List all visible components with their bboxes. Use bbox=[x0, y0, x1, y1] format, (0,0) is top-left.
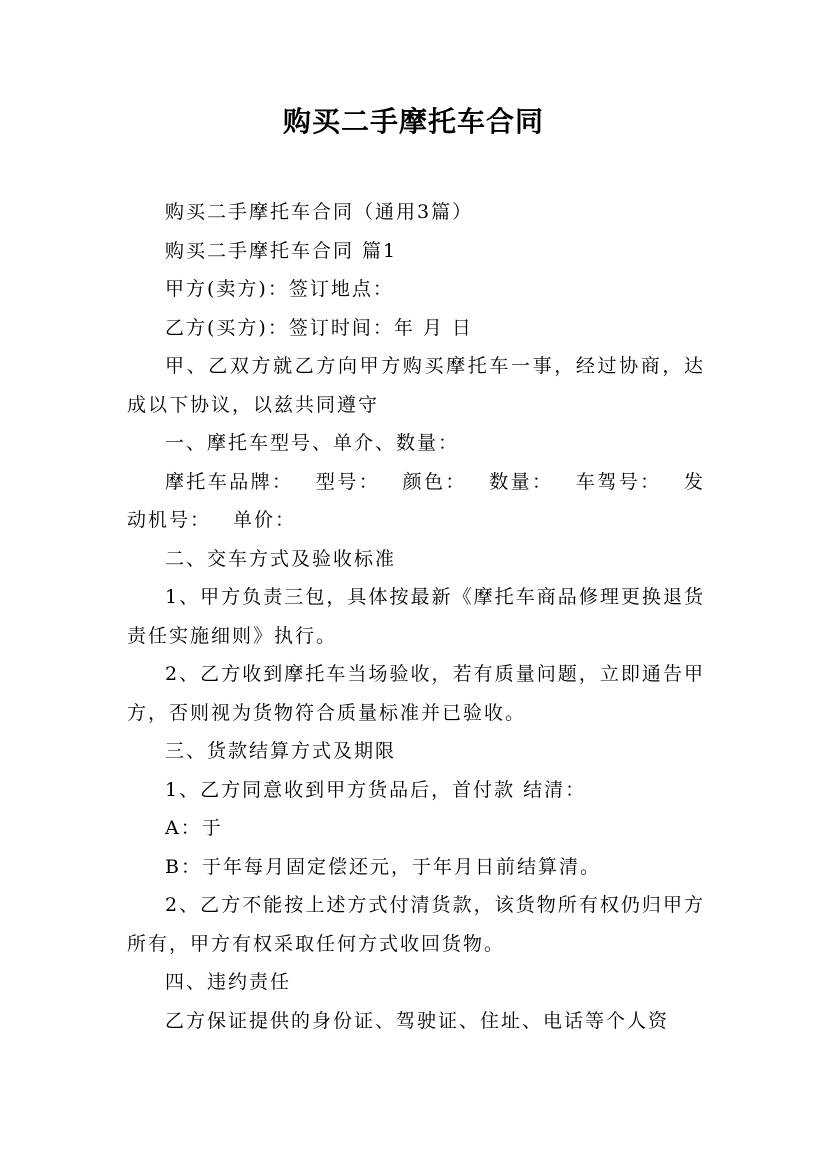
paragraph-party-b: 乙方(买方)：签订时间：年 月 日 bbox=[165, 316, 473, 339]
paragraph-clause-4-body: 乙方保证提供的身份证、驾驶证、住址、电话等个人资 bbox=[165, 1009, 670, 1032]
paragraph-section-title: 购买二手摩托车合同 篇1 bbox=[165, 239, 398, 262]
document-body bbox=[127, 193, 705, 1040]
paragraph-heading: 购买二手摩托车合同（通用3篇） bbox=[165, 201, 474, 223]
document-title: 购买二手摩托车合同 bbox=[282, 105, 544, 138]
paragraph-preamble: 甲、乙双方就乙方向甲方购买摩托车一事，经过协商，达成以下协议，以兹共同遵守 bbox=[127, 355, 705, 416]
paragraph-option-a: A：于 bbox=[165, 817, 223, 839]
paragraph-clause-3-heading: 三、货款结算方式及期限 bbox=[165, 740, 397, 762]
paragraph-vehicle-fields: 摩托车品牌： 型号： 颜色： 数量： 车驾号： 发动机号： 单价： bbox=[127, 470, 705, 531]
paragraph-clause-4-heading: 四、违约责任 bbox=[165, 971, 292, 993]
paragraph-clause-2-1: 1、甲方负责三包，具体按最新《摩托车商品修理更换退货责任实施细则》执行。 bbox=[127, 586, 705, 647]
paragraph-clause-2-heading: 二、交车方式及验收标准 bbox=[165, 547, 397, 570]
paragraph-option-b: B：于年每月固定偿还元，于年月日前结算清。 bbox=[165, 855, 601, 878]
paragraph-clause-3-2: 2、乙方不能按上述方式付清货款，该货物所有权仍归甲方所有，甲方有权采取任何方式收回货物。 bbox=[127, 894, 705, 955]
paragraph-clause-3-1: 1、乙方同意收到甲方货品后，首付款 结清： bbox=[165, 778, 587, 801]
paragraph-clause-2-2: 2、乙方收到摩托车当场验收，若有质量问题，立即通告甲方，否则视为货物符合质量标准并已验收。 bbox=[127, 663, 705, 724]
paragraph-clause-1-heading: 一、摩托车型号、单介、数量： bbox=[165, 432, 460, 454]
paragraph-party-a: 甲方(卖方)：签订地点： bbox=[165, 278, 394, 300]
